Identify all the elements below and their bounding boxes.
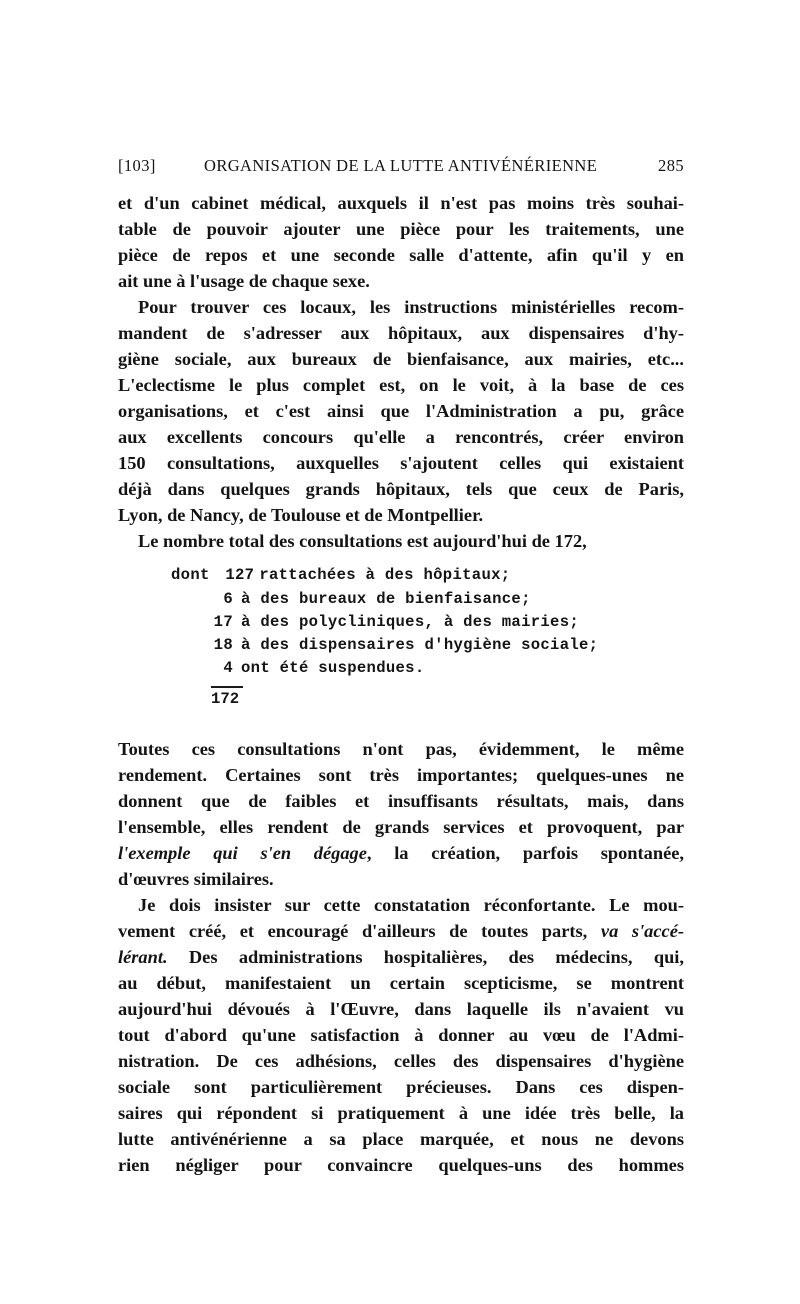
italic-phrase: l'exemple qui s'en dégage [118, 843, 367, 863]
breakdown-prefix: dont [171, 566, 210, 584]
text-fragment: , la création, parfois spontanée, [366, 843, 684, 863]
text-line: rendement. Certaines sont très importantes; quelques-unes ne [118, 765, 684, 785]
breakdown-count: 4 [223, 659, 233, 677]
section-number: [103] [118, 156, 156, 175]
running-header [118, 156, 684, 180]
text-fragment: Des administrations hospitalières, des médecins, qui, [188, 947, 685, 967]
text-line: tout d'abord qu'une satisfaction à donner au vœu de l'Admi- [118, 1025, 684, 1045]
text-line [118, 944, 684, 970]
text-line: giène sociale, aux bureaux de bienfaisance, aux mairies, etc... [118, 349, 684, 369]
text-line: et d'un cabinet médical, auxquels il n'est pas moins très souhai- [118, 193, 684, 213]
text-line: Lyon, de Nancy, de Toulouse et de Montpellier. [118, 505, 484, 525]
breakdown-row [207, 659, 425, 677]
text-line: d'œuvres similaires. [118, 869, 274, 889]
text-line: déjà dans quelques grands hôpitaux, tels que ceux de Paris, [118, 479, 684, 499]
text-line: ait une à l'usage de chaque sexe. [118, 271, 370, 291]
text-line: pièce de repos et une seconde salle d'attente, afin qu'il y en [118, 245, 684, 265]
text-line [118, 840, 684, 866]
breakdown-row [171, 566, 510, 584]
text-line: organisations, et c'est ainsi que l'Administration a pu, grâce [118, 401, 684, 421]
breakdown-count: 18 [213, 636, 233, 654]
breakdown-label: à des bureaux de bienfaisance; [241, 590, 531, 608]
italic-phrase: lérant. [118, 947, 168, 967]
text-line: l'ensemble, elles rendent de grands services et provoquent, par [118, 817, 684, 837]
italic-phrase: va s'accé- [600, 921, 684, 941]
breakdown-label: à des polycliniques, à des mairies; [241, 613, 580, 631]
text-line: sociale sont particulièrement précieuses. Dans ces dispen- [118, 1077, 684, 1097]
text-line: rien négliger pour convaincre quelques-uns des hommes [118, 1155, 684, 1175]
breakdown-count: 6 [223, 590, 233, 608]
text-line: aux excellents concours qu'elle a rencontrés, créer environ [118, 427, 684, 447]
breakdown-row [207, 613, 579, 631]
breakdown-label: à des dispensaires d'hygiène sociale; [241, 636, 599, 654]
text-line: au début, manifestaient un certain scepticisme, se montrent [118, 973, 684, 993]
text-line: Toutes ces consultations n'ont pas, évidemment, le même [118, 739, 684, 759]
breakdown-label: ont été suspendues. [241, 659, 425, 677]
text-line: 150 consultations, auxquelles s'ajoutent celles qui existaient [118, 453, 684, 473]
running-title: ORGANISATION DE LA LUTTE ANTIVÉNÉRIENNE [204, 156, 598, 175]
text-line: Pour trouver ces locaux, les instructions ministérielles recom- [138, 297, 684, 317]
page-number: 285 [658, 156, 684, 175]
text-fragment: vement créé, et encouragé d'ailleurs de toutes parts, [118, 921, 588, 941]
text-line: Le nombre total des consultations est aujourd'hui de 172, [138, 531, 587, 551]
breakdown-count: 17 [213, 613, 233, 631]
text-line: nistration. De ces adhésions, celles des dispensaires d'hygiène [118, 1051, 684, 1071]
text-line: L'eclectisme le plus complet est, on le voit, à la base de ces [118, 375, 684, 395]
text-line: lutte antivénérienne a sa place marquée, et nous ne devons [118, 1129, 684, 1149]
breakdown-row [207, 636, 598, 654]
breakdown-count: 127 [225, 566, 255, 584]
breakdown-total: 172 [211, 690, 240, 708]
text-line: mandent de s'adresser aux hôpitaux, aux dispensaires d'hy- [118, 323, 684, 343]
breakdown-label: rattachées à des hôpitaux; [259, 566, 511, 584]
text-line: aujourd'hui dévoués à l'Œuvre, dans laquelle ils n'avaient vu [118, 999, 684, 1019]
text-line: donnent que de faibles et insuffisants résultats, mais, dans [118, 791, 684, 811]
sum-rule [211, 686, 243, 688]
text-line: table de pouvoir ajouter une pièce pour les traitements, une [118, 219, 684, 239]
text-line: Je dois insister sur cette constatation réconfortante. Le mou- [138, 895, 684, 915]
breakdown-row [207, 590, 531, 608]
text-line: saires qui répondent si pratiquement à une idée très belle, la [118, 1103, 684, 1123]
text-line [118, 918, 684, 944]
